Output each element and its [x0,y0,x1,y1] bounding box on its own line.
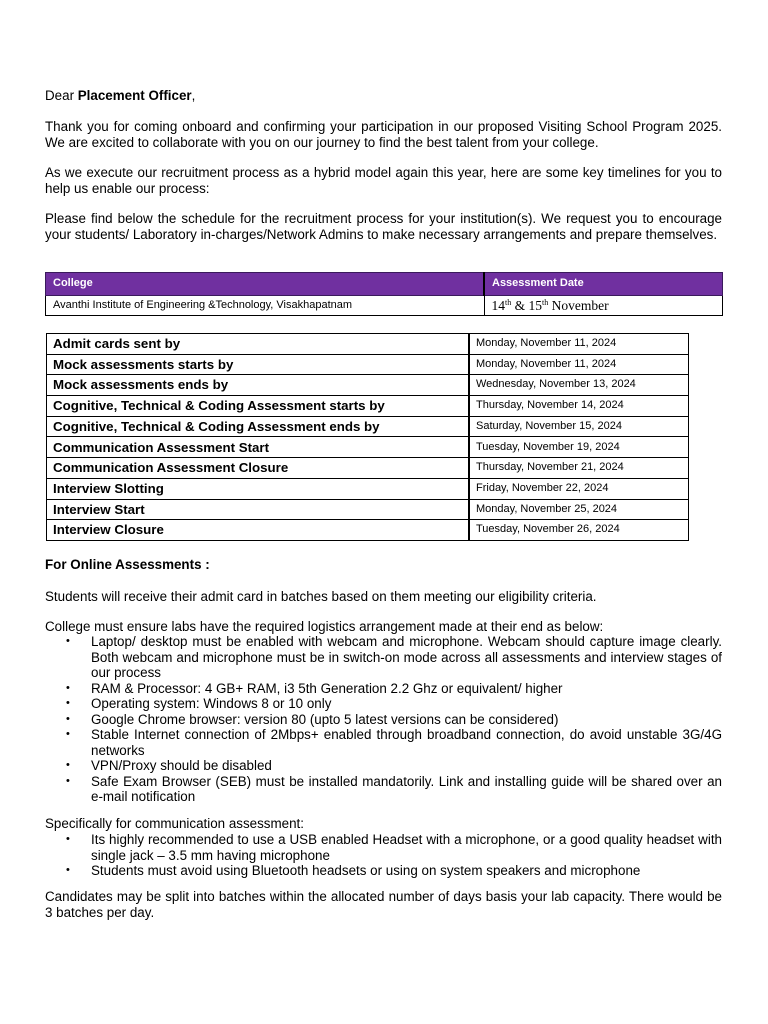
schedule-date: Thursday, November 21, 2024 [469,458,689,479]
bullet-icon: • [66,864,70,876]
date-month: November [548,297,609,313]
list-item-text: VPN/Proxy should be disabled [91,758,272,773]
requirements-list [45,634,722,805]
table-row [47,458,689,479]
date-suffix-2: th [542,297,549,307]
intro-paragraph: Thank you for coming onboard and confirming your participation in our proposed Visiting School Program 2025. We are excited to collaborate with you on our journey to find the best talent from your college. [45,119,722,150]
timelines-paragraph: As we execute our recruitment process as a hybrid model again this year, here are some key timelines for you to help us enable our process: [45,165,722,196]
schedule-step: Mock assessments starts by [47,354,470,375]
list-item-text: Operating system: Windows 8 or 10 only [91,696,332,711]
table-row [47,354,689,375]
schedule-date: Tuesday, November 19, 2024 [469,437,689,458]
online-assessments-heading: For Online Assessments : [45,557,210,572]
college-table-header [46,273,723,296]
list-item-text: Students must avoid using Bluetooth headsets or using on system speakers and microphone [91,863,641,878]
list-item-text: Laptop/ desktop must be enabled with webcam and microphone. Webcam should capture image clearly. Both webcam and microphone must be in switch-on mode across all assessments and interview stages of our process [91,634,722,680]
table-row [47,437,689,458]
list-item [45,696,722,712]
schedule-date: Friday, November 22, 2024 [469,478,689,499]
list-item [45,863,722,879]
schedule-step: Cognitive, Technical & Coding Assessment ends by [47,416,470,437]
bullet-icon: • [66,774,70,787]
bullet-icon: • [66,833,70,845]
list-item [45,634,722,681]
schedule-date: Saturday, November 15, 2024 [469,416,689,437]
schedule-paragraph: Please find below the schedule for the recruitment process for your institution(s). We request you to encourage your students/ Laboratory in-charges/Network Admins to make necessary arrangements and prepare themselves. [45,211,722,242]
college-header: College [46,273,485,296]
assessment-date-header: Assessment Date [484,273,723,296]
list-item-text: Its highly recommended to use a USB enabled Headset with a microphone, or a good quality headset with single jack – 3.5 mm having microphone [91,832,722,863]
assessment-date [484,296,723,316]
bullet-icon: • [66,697,70,709]
schedule-step: Communication Assessment Closure [47,458,470,479]
logistics-paragraph: College must ensure labs have the required logistics arrangement made at their end as below: [45,619,604,634]
bullet-icon: • [66,712,70,725]
list-item-text: RAM & Processor: 4 GB+ RAM, i3 5th Generation 2.2 Ghz or equivalent/ higher [91,680,563,696]
list-item [45,712,722,728]
schedule-step: Admit cards sent by [47,334,470,355]
communication-intro: Specifically for communication assessment: [45,816,304,831]
college-row [46,296,723,316]
list-item [45,774,722,805]
list-item [45,727,722,758]
schedule-date: Monday, November 11, 2024 [469,354,689,375]
list-item-text: Stable Internet connection of 2Mbps+ enabled through broadband connection, do avoid unstable 3G/4G networks [91,727,722,758]
college-table [45,272,723,316]
bullet-icon: • [66,681,70,694]
communication-list [45,832,722,879]
table-row [47,520,689,541]
admit-card-paragraph: Students will receive their admit card in batches based on them meeting our eligibility criteria. [45,589,597,604]
table-row [47,375,689,396]
bullet-icon: • [66,759,70,771]
schedule-date: Wednesday, November 13, 2024 [469,375,689,396]
date-day-2: 15 [528,297,542,313]
list-item [45,681,722,697]
list-item [45,832,722,863]
schedule-date: Thursday, November 14, 2024 [469,396,689,417]
schedule-step: Interview Closure [47,520,470,541]
schedule-table [46,333,689,541]
list-item-text: Google Chrome browser: version 80 (upto 5 latest versions can be considered) [91,711,559,727]
batches-paragraph: Candidates may be split into batches within the allocated number of days basis your lab capacity. There would be 3 batches per day. [45,889,722,920]
greeting-prefix: Dear [45,88,78,103]
table-row [47,334,689,355]
list-item-text: Safe Exam Browser (SEB) must be installed mandatorily. Link and installing guide will be shared over an e-mail notification [91,773,722,804]
recipient-name: Placement Officer [77,88,192,103]
date-and: & [511,297,529,313]
greeting-suffix: , [191,88,196,103]
table-row [47,396,689,417]
greeting-line [45,88,722,104]
schedule-date: Tuesday, November 26, 2024 [469,520,689,541]
schedule-step: Mock assessments ends by [47,375,470,396]
table-row [47,478,689,499]
schedule-step: Cognitive, Technical & Coding Assessment starts by [47,396,470,417]
schedule-step: Communication Assessment Start [47,437,470,458]
table-row [47,416,689,437]
bullet-icon: • [66,635,70,647]
date-day-1: 14 [491,297,505,313]
bullet-icon: • [66,728,70,740]
date-suffix-1: th [505,297,512,307]
schedule-date: Monday, November 25, 2024 [469,499,689,520]
table-row [47,499,689,520]
schedule-date: Monday, November 11, 2024 [469,334,689,355]
list-item [45,758,722,774]
schedule-step: Interview Start [47,499,470,520]
schedule-step: Interview Slotting [47,478,470,499]
college-name: Avanthi Institute of Engineering &Technology, Visakhapatnam [46,296,485,316]
